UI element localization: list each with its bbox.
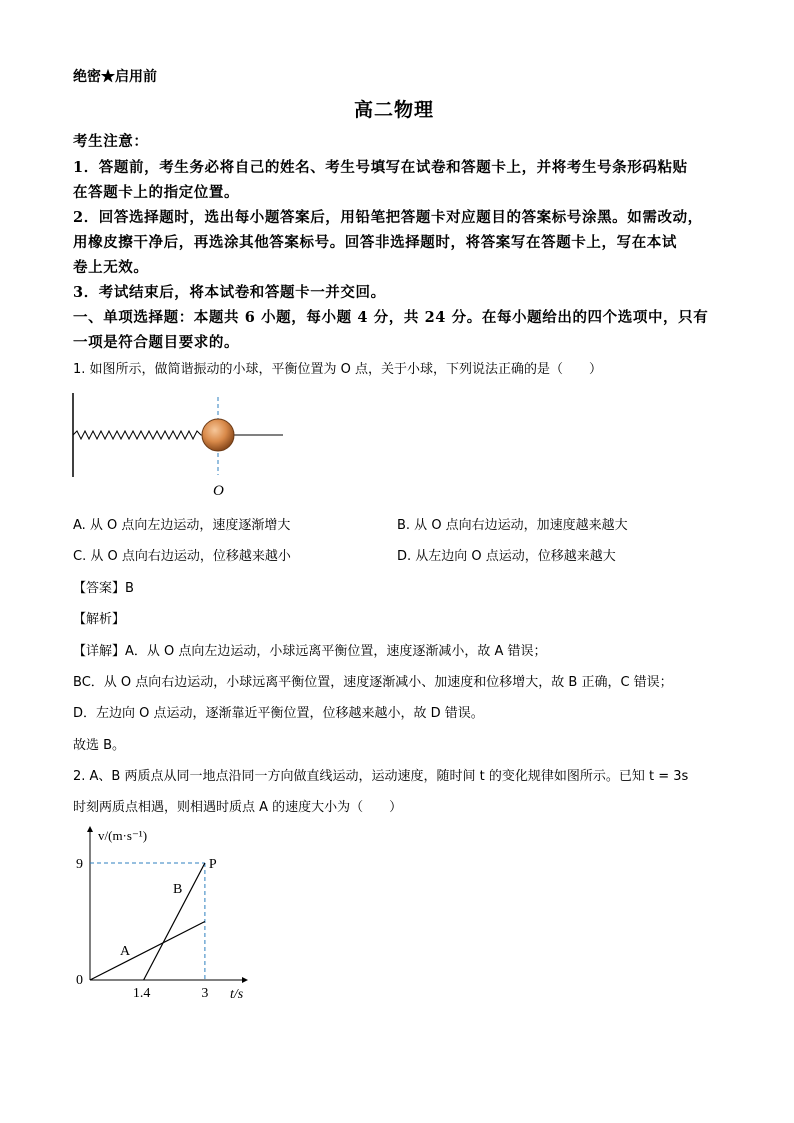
line-b bbox=[144, 863, 205, 980]
series-label-a: A bbox=[120, 944, 131, 959]
spring-oscillator-figure bbox=[60, 385, 300, 505]
confidential-mark: 绝密★启用前 bbox=[73, 69, 157, 85]
vt-graph bbox=[70, 820, 270, 1005]
detail-line-1: 【详解】A．从 O 点向左边运动，小球远离平衡位置，速度逐渐减小，故 A 错误； bbox=[73, 644, 547, 659]
detail-line-2: BC．从 O 点向右边运动，小球远离平衡位置，速度逐渐减小、加速度和位移增大，故 B 正确，C 错误； bbox=[73, 675, 673, 690]
page-title: 高二物理 bbox=[354, 99, 435, 121]
analysis-label: 【解析】 bbox=[73, 612, 126, 627]
point-o-label: O bbox=[213, 483, 224, 499]
option-a: A. 从 O 点向左边运动，速度逐渐增大 bbox=[73, 518, 291, 533]
conclusion: 故选 B。 bbox=[73, 738, 126, 753]
answer-label: 【答案】B bbox=[73, 581, 134, 596]
point-p-label: P bbox=[208, 857, 217, 872]
note-3: 3．考试结束后，将本试卷和答题卡一并交回。 bbox=[73, 284, 386, 301]
note-1-line-1: 1．答题前，考生务必将自己的姓名、考生号填写在试卷和答题卡上，并将考生号条形码粘贴 bbox=[73, 159, 688, 176]
y-axis-label: v/(m·s⁻¹) bbox=[98, 828, 148, 843]
notes-heading: 考生注意： bbox=[73, 133, 149, 150]
question-2-stem-line-2: 时刻两质点相遇，则相遇时质点 A 的速度大小为（ ） bbox=[73, 800, 403, 815]
note-2-line-3: 卷上无效。 bbox=[73, 259, 149, 276]
x-tick-1.4: 1.4 bbox=[132, 986, 151, 1001]
section-1-heading-line-1: 一、单项选择题：本题共 6 小题，每小题 4 分，共 24 分。在每小题给出的四个选项中，只有 bbox=[73, 309, 709, 326]
question-2-stem-line-1: 2. A、B 两质点从同一地点沿同一方向做直线运动，运动速度，随时间 t 的变化规律如图所示。已知 t = 3s bbox=[73, 769, 689, 784]
origin-label: 0 bbox=[76, 973, 83, 988]
x-axis-label: t/s bbox=[230, 987, 244, 1002]
option-d: D. 从左边向 O 点运动，位移越来越大 bbox=[397, 549, 616, 564]
series-label-b: B bbox=[173, 882, 183, 897]
spring-coil bbox=[73, 431, 205, 439]
x-axis-arrow bbox=[242, 977, 248, 983]
note-1-line-2: 在答题卡上的指定位置。 bbox=[73, 184, 240, 201]
note-2-line-2: 用橡皮擦干净后，再选涂其他答案标号。回答非选择题时，将答案写在答题卡上，写在本试 bbox=[73, 234, 677, 251]
detail-line-3: D．左边向 O 点运动，逐渐靠近平衡位置，位移越来越小，故 D 错误。 bbox=[73, 706, 484, 721]
note-2-line-1: 2．回答选择题时，选出每小题答案后，用铅笔把答题卡对应题目的答案标号涂黑。如需改动， bbox=[73, 209, 703, 226]
ball bbox=[202, 419, 234, 451]
line-a bbox=[90, 922, 205, 981]
option-b: B. 从 O 点向右边运动，加速度越来越大 bbox=[397, 518, 628, 533]
x-tick-3: 3 bbox=[201, 986, 209, 1001]
option-c: C. 从 O 点向右边运动，位移越来越小 bbox=[73, 549, 291, 564]
question-1-stem: 1. 如图所示，做简谐振动的小球，平衡位置为 O 点，关于小球，下列说法正确的是（ ） bbox=[73, 362, 603, 377]
y-tick-9: 9 bbox=[76, 857, 83, 872]
section-1-heading-line-2: 一项是符合题目要求的。 bbox=[73, 334, 240, 351]
y-axis-arrow bbox=[87, 826, 93, 832]
